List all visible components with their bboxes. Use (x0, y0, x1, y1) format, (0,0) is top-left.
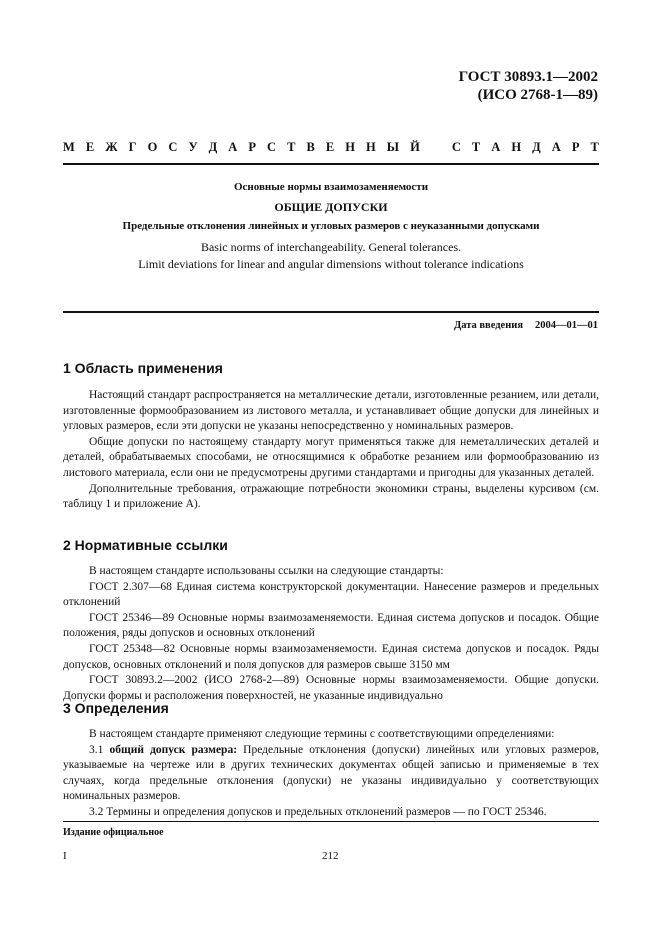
interstate-standard-banner (63, 140, 599, 155)
definition-3-2: 3.2 Термины и определения допусков и предельных отклонений размеров — по ГОСТ 25346. (89, 805, 547, 818)
banner-letter: Т (471, 140, 481, 154)
definition-number: 3.1 (89, 743, 104, 756)
banner-gap (431, 140, 441, 155)
section-2-heading: 2 Нормативные ссылки (63, 537, 228, 553)
definition-text: Предельные отклонения (допуски) линейных или угловых размеров, указываемые на чертеже или в других технических документах общей записью и применяемые в тех случаях, когда предельные отклонения (допуски) не указаны индивидуально у соответствующих номинальных размеров. (63, 743, 600, 803)
paragraph: В настоящем стандарте применяют следующие термины с соответствующими определениями: (89, 728, 555, 740)
banner-letter: Т (590, 140, 599, 154)
definition-3-1 (63, 743, 599, 805)
banner-letter: У (188, 140, 198, 154)
paragraph: Настоящий стандарт распространяется на металлические детали, изготовленные резанием, или детали, изготовленные формообразованием из листового металла, и устанавливает общие допуски для линейных и угловых размеров, если эти допуски не указаны непосредственно у номинальных размеров. (63, 389, 599, 433)
date-value: 2004—01—01 (535, 320, 598, 331)
banner-letter: С (451, 140, 461, 154)
paragraph: В настоящем стандарте использованы ссылки на следующие стандарты: (89, 565, 444, 577)
reference-item: ГОСТ 25348—82 Основные нормы взаимозаменяемости. Единая система допусков и посадок. Ряды допусков, основных отклонений и поля допусков для размеров свыше 3150 мм (63, 642, 599, 671)
section-1-body (63, 388, 599, 513)
section-2-body (63, 564, 599, 704)
banner-letter: Р (571, 140, 580, 154)
banner-letter: Т (287, 140, 296, 154)
banner-letter: С (168, 140, 178, 154)
banner-letter: Н (511, 140, 522, 154)
title-en-line2: Limit deviations for linear and angular dimensions without tolerance indications (138, 257, 524, 271)
standard-designation (459, 68, 598, 104)
page-number: 212 (322, 850, 339, 862)
banner-letter: Ж (105, 140, 118, 154)
paragraph: Общие допуски по настоящему стандарту могут применяться также для неметаллических деталей и деталей, обрабатываемых способами, не относящимися к обработке резанием или формообразованию из листового материала, если они не предусмотрены другими стандартами и пригодны для указанных деталей. (63, 435, 599, 479)
definition-term: общий допуск размера: (109, 743, 238, 756)
section-1-heading: 1 Область применения (63, 360, 223, 376)
top-rule (63, 163, 599, 165)
banner-letter: А (228, 140, 238, 154)
official-edition-label: Издание официальное (63, 827, 164, 838)
banner-letter: Н (345, 140, 355, 154)
standard-code: ГОСТ 30893.1—2002 (458, 69, 598, 85)
title-ru-general: Основные нормы взаимозаменяемости (233, 181, 429, 193)
banner-letter: А (551, 140, 561, 154)
banner-letter: С (267, 140, 277, 154)
section-3-body (63, 727, 599, 821)
section-3-heading: 3 Определения (63, 700, 169, 716)
roman-numeral-mark: I (63, 850, 67, 862)
reference-item: ГОСТ 25346—89 Основные нормы взаимозаменяемости. Единая система допусков и посадок. Общие положения, ряды допусков и основных отклонений (63, 611, 599, 640)
banner-letter: Н (365, 140, 376, 154)
reference-item: ГОСТ 2.307—68 Единая система конструкторской документации. Нанесение размеров и предельных отклонений (63, 580, 599, 609)
paragraph: Дополнительные требования, отражающие потребности экономики страны, выделены курсивом (см. таблицу 1 и приложение А). (63, 482, 599, 511)
banner-letter: О (147, 140, 158, 154)
reference-item: ГОСТ 30893.2—2002 (ИСО 2768-2—89) Основные нормы взаимозаменяемости. Общие допуски. Допуски формы и расположения поверхностей, не указанные индивидуально (63, 674, 599, 702)
banner-letter: Е (325, 140, 335, 154)
banner-letter: Г (128, 140, 137, 154)
banner-letter: Д (208, 140, 218, 154)
title-en-line1: Basic norms of interchangeability. General tolerances. (200, 240, 462, 254)
banner-letter: Ы (386, 140, 400, 154)
banner-letter: М (63, 140, 75, 154)
title-ru-subtitle: Предельные отклонения линейных и угловых размеров с неуказанными допусками (122, 220, 540, 232)
banner-letter: Е (85, 140, 95, 154)
banner-letter: Д (532, 140, 541, 154)
banner-letter: В (306, 140, 315, 154)
title-ru-main: ОБЩИЕ ДОПУСКИ (274, 200, 388, 214)
footer-rule (63, 821, 599, 822)
bottom-title-rule (63, 311, 599, 313)
banner-letter: Р (248, 140, 256, 154)
title-en (63, 239, 599, 273)
banner-letter: А (491, 140, 501, 154)
introduction-date (454, 320, 598, 331)
date-label: Дата введения (454, 320, 523, 331)
banner-letter: Й (410, 140, 420, 154)
iso-code: (ИСО 2768-1—89) (477, 87, 598, 103)
